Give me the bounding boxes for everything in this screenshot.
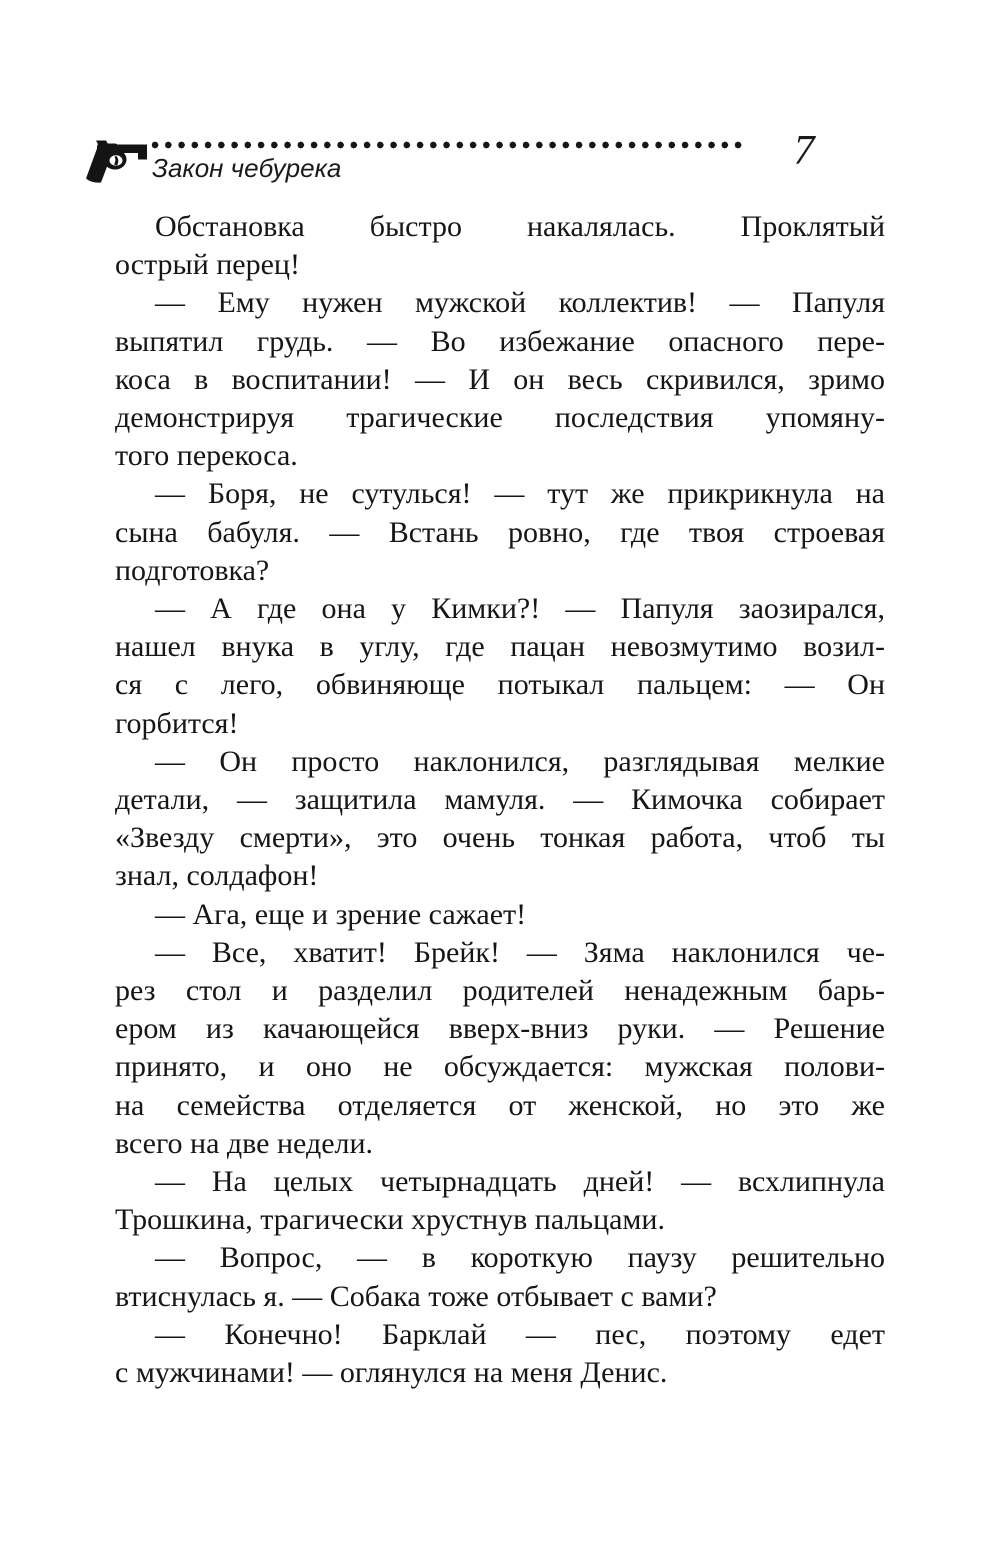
text-line: — Боря, не сутулься! — тут же прикрикнула на: [155, 477, 885, 511]
text-line: детали, — защитила мамуля. — Кимочка собирает: [115, 783, 885, 817]
paragraph: [115, 590, 885, 743]
text-line: — На целых четырнадцать дней! — всхлипнула: [155, 1165, 885, 1199]
text-line: всего на две недели.: [115, 1126, 374, 1160]
paragraph: [115, 1316, 885, 1392]
paragraph: [115, 896, 885, 934]
dotted-rule: [150, 140, 746, 150]
text-line: втиснулась я. — Собака тоже отбывает с вами?: [115, 1279, 717, 1313]
paragraph: [115, 934, 885, 1163]
text-line: с мужчинами! — оглянулся на меня Денис.: [115, 1356, 668, 1390]
paragraph: [115, 208, 885, 284]
text-line: ся с лего, обвиняюще потыкал пальцем: — Он: [115, 668, 885, 702]
paragraph: [115, 1163, 885, 1239]
text-body: [115, 208, 885, 1392]
text-line: Обстановка быстро накалялась. Проклятый: [155, 210, 885, 243]
text-line: — Конечно! Барклай — пес, поэтому едет: [155, 1317, 885, 1351]
running-title: Закон чебурека: [152, 153, 342, 183]
text-line: горбится!: [115, 706, 239, 740]
text-line: нашел внука в углу, где пацан невозмутимо возил-: [115, 630, 885, 664]
text-line: — Ага, еще и зрение сажает!: [155, 897, 527, 931]
text-line: — Все, хватит! Брейк! — Зяма наклонился че-: [155, 935, 885, 969]
text-line: — Он просто наклонился, разглядывая мелкие: [155, 744, 885, 778]
text-line: рез стол и разделил родителей ненадежным барь-: [115, 974, 885, 1008]
text-line: выпятил грудь. — Во избежание опасного пере-: [115, 324, 885, 358]
text-line: Трошкина, трагически хрустнув пальцами.: [115, 1203, 665, 1237]
text-line: «Звезду смерти», это очень тонкая работа, чтоб ты: [115, 821, 885, 855]
paragraph: [115, 475, 885, 590]
text-line: острый перец!: [115, 248, 300, 282]
text-line: подготовка?: [115, 553, 270, 587]
paragraph: [115, 743, 885, 896]
text-line: коса в воспитании! — И он весь скривился, зримо: [115, 362, 885, 396]
pistol-icon: [83, 137, 147, 184]
text-line: знал, солдафон!: [115, 859, 319, 893]
paragraph: [115, 284, 885, 475]
text-line: на семейства отделяется от женской, но это же: [115, 1088, 885, 1122]
text-line: сына бабуля. — Встань ровно, где твоя строевая: [115, 515, 885, 549]
text-line: — Вопрос, — в короткую паузу решительно: [155, 1241, 885, 1275]
text-line: — А где она у Кимки?! — Папуля заозирался,: [155, 592, 885, 626]
page-number: 7: [793, 128, 815, 174]
text-line: того перекоса.: [115, 439, 298, 473]
text-line: принято, и оно не обсуждается: мужская полови-: [115, 1050, 885, 1084]
paragraph: [115, 1239, 885, 1315]
text-line: ером из качающейся вверх-вниз руки. — Решение: [115, 1012, 885, 1046]
text-line: демонстрируя трагические последствия упомяну-: [115, 401, 885, 435]
text-line: — Ему нужен мужской коллектив! — Папуля: [155, 286, 885, 320]
